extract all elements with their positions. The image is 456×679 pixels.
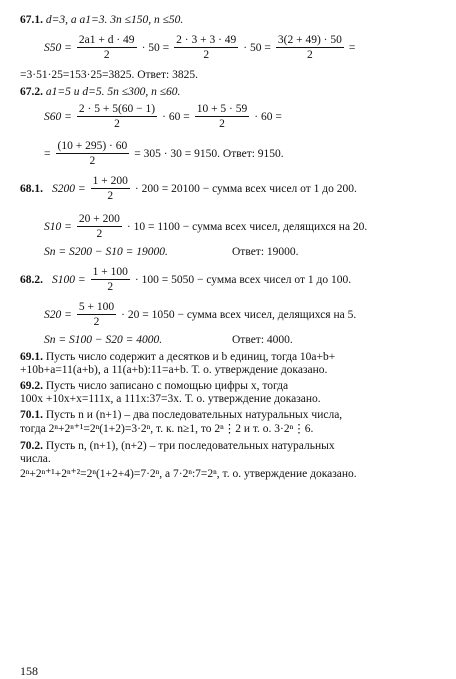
page-number: 158 [20, 664, 38, 678]
sn-formula: Sn = S100 − S20 = 4000. [44, 334, 163, 346]
fraction: $\frac{2a1 + d \cdot 49}{2}$ [78, 34, 135, 61]
statement: · 20 = 1050 − сумма всех чисел, делящихся на 5. [121, 308, 357, 321]
fraction: $\frac{1 + 200}{2}$ [92, 175, 128, 202]
sum-formula-s50 [44, 34, 355, 61]
text: Пусть n и (n+1) – два последовательных натуральных числа, [45, 409, 343, 421]
problem-69-1-line1 [20, 351, 436, 364]
condition: d=3, a a1=3. 3n ≤150, n ≤50. [45, 14, 184, 26]
multiplier: · 60 = [162, 110, 190, 123]
result-text: = 305 · 30 = 9150. Ответ: 9150. [134, 147, 284, 160]
problem-70-2-line3: 2ⁿ+2ⁿ⁺¹+2ⁿ⁺²=2ⁿ(1+2+4)=7·2ⁿ, а 7·2ⁿ:7=2ⁿ, т. о. утверждение доказано. [20, 468, 357, 480]
sum-label: S100 = [52, 273, 86, 286]
problem-70-1-line2: тогда 2ⁿ+2ⁿ⁺¹=2ⁿ(1+2)=3·2ⁿ, т. к. n≥1, то 2ⁿ⋮2 и т. о. 3·2ⁿ⋮6. [20, 423, 314, 435]
fraction: $\frac{10 + 5 \cdot 59}{2}$ [196, 103, 248, 130]
problem-69-2-line2: 100x +10x+x=111x, а 111x:37=3x. Т. о. утверждение доказано. [20, 393, 321, 405]
problem-number: 69.1. [20, 351, 43, 363]
problem-69-1-line2: +10b+a=11(a+b), а 11(a+b):11=a+b. Т. о. утверждение доказано. [20, 364, 328, 376]
fraction: $\frac{(10 + 295) \cdot 60}{2}$ [57, 140, 128, 167]
result-line: =3·51·25=153·25=3825. Ответ: 3825. [20, 69, 198, 81]
statement: · 200 = 20100 − сумма всех чисел от 1 до 200. [134, 182, 357, 195]
statement: · 100 = 5050 − сумма всех чисел от 1 до 100. [134, 273, 352, 286]
text: Пусть число записано с помощью цифры x, тогда [45, 380, 289, 392]
sn-line [44, 246, 436, 259]
problem-67-2-header [20, 86, 436, 99]
equals: = [348, 41, 356, 54]
problem-69-2-line1 [20, 380, 436, 393]
sum-formula-s10 [44, 213, 367, 240]
problem-68-1 [20, 175, 357, 202]
problem-number: 70.2. [20, 440, 43, 452]
problem-number: 70.1. [20, 409, 43, 421]
fraction: $\frac{3(2 + 49) \cdot 50}{2}$ [277, 34, 342, 61]
fraction: $\frac{2 \cdot 3 + 3 \cdot 49}{2}$ [176, 34, 237, 61]
problem-number: 68.1. [20, 182, 43, 195]
sum-formula-s60-cont [44, 140, 284, 167]
sum-formula-s20 [44, 301, 356, 328]
equals: = [44, 147, 51, 160]
problem-number: 67.2. [20, 86, 43, 98]
statement: · 10 = 1100 − сумма всех чисел, делящихся на 20. [126, 220, 368, 233]
text: Пусть n, (n+1), (n+2) – три последовательных натуральных [45, 440, 335, 452]
sn-formula: Sn = S200 − S10 = 19000. [44, 246, 168, 258]
sum-label: S200 = [52, 182, 86, 195]
problem-70-2-line2: числа. [20, 453, 51, 465]
problem-70-2-line1 [20, 440, 436, 453]
sum-formula-s60 [44, 103, 282, 130]
sum-label: S20 = [44, 308, 72, 321]
text: Пусть число содержит a десятков и b единиц, тогда 10a+b+ [45, 351, 336, 363]
condition: a1=5 и d=5. 5n ≤300, n ≤60. [45, 86, 181, 98]
multiplier: · 50 = [243, 41, 271, 54]
problem-68-2 [20, 266, 351, 293]
multiplier: · 60 = [254, 110, 282, 123]
fraction: $\frac{2 \cdot 5 + 5(60 - 1)}{2}$ [78, 103, 156, 130]
fraction: $\frac{5 + 100}{2}$ [78, 301, 115, 328]
answer: Ответ: 19000. [232, 246, 299, 258]
sn-line [44, 334, 436, 347]
problem-number: 68.2. [20, 273, 43, 286]
sum-label: S50 = [44, 41, 72, 54]
problem-70-1-line1 [20, 409, 436, 422]
problem-number: 69.2. [20, 380, 43, 392]
sum-label: S10 = [44, 220, 72, 233]
problem-number: 67.1. [20, 14, 43, 26]
problem-67-1-header [20, 14, 436, 27]
fraction: $\frac{1 + 100}{2}$ [92, 266, 128, 293]
sum-label: S60 = [44, 110, 72, 123]
fraction: $\frac{20 + 200}{2}$ [78, 213, 120, 240]
multiplier: · 50 = [141, 41, 170, 54]
answer: Ответ: 4000. [232, 334, 293, 346]
